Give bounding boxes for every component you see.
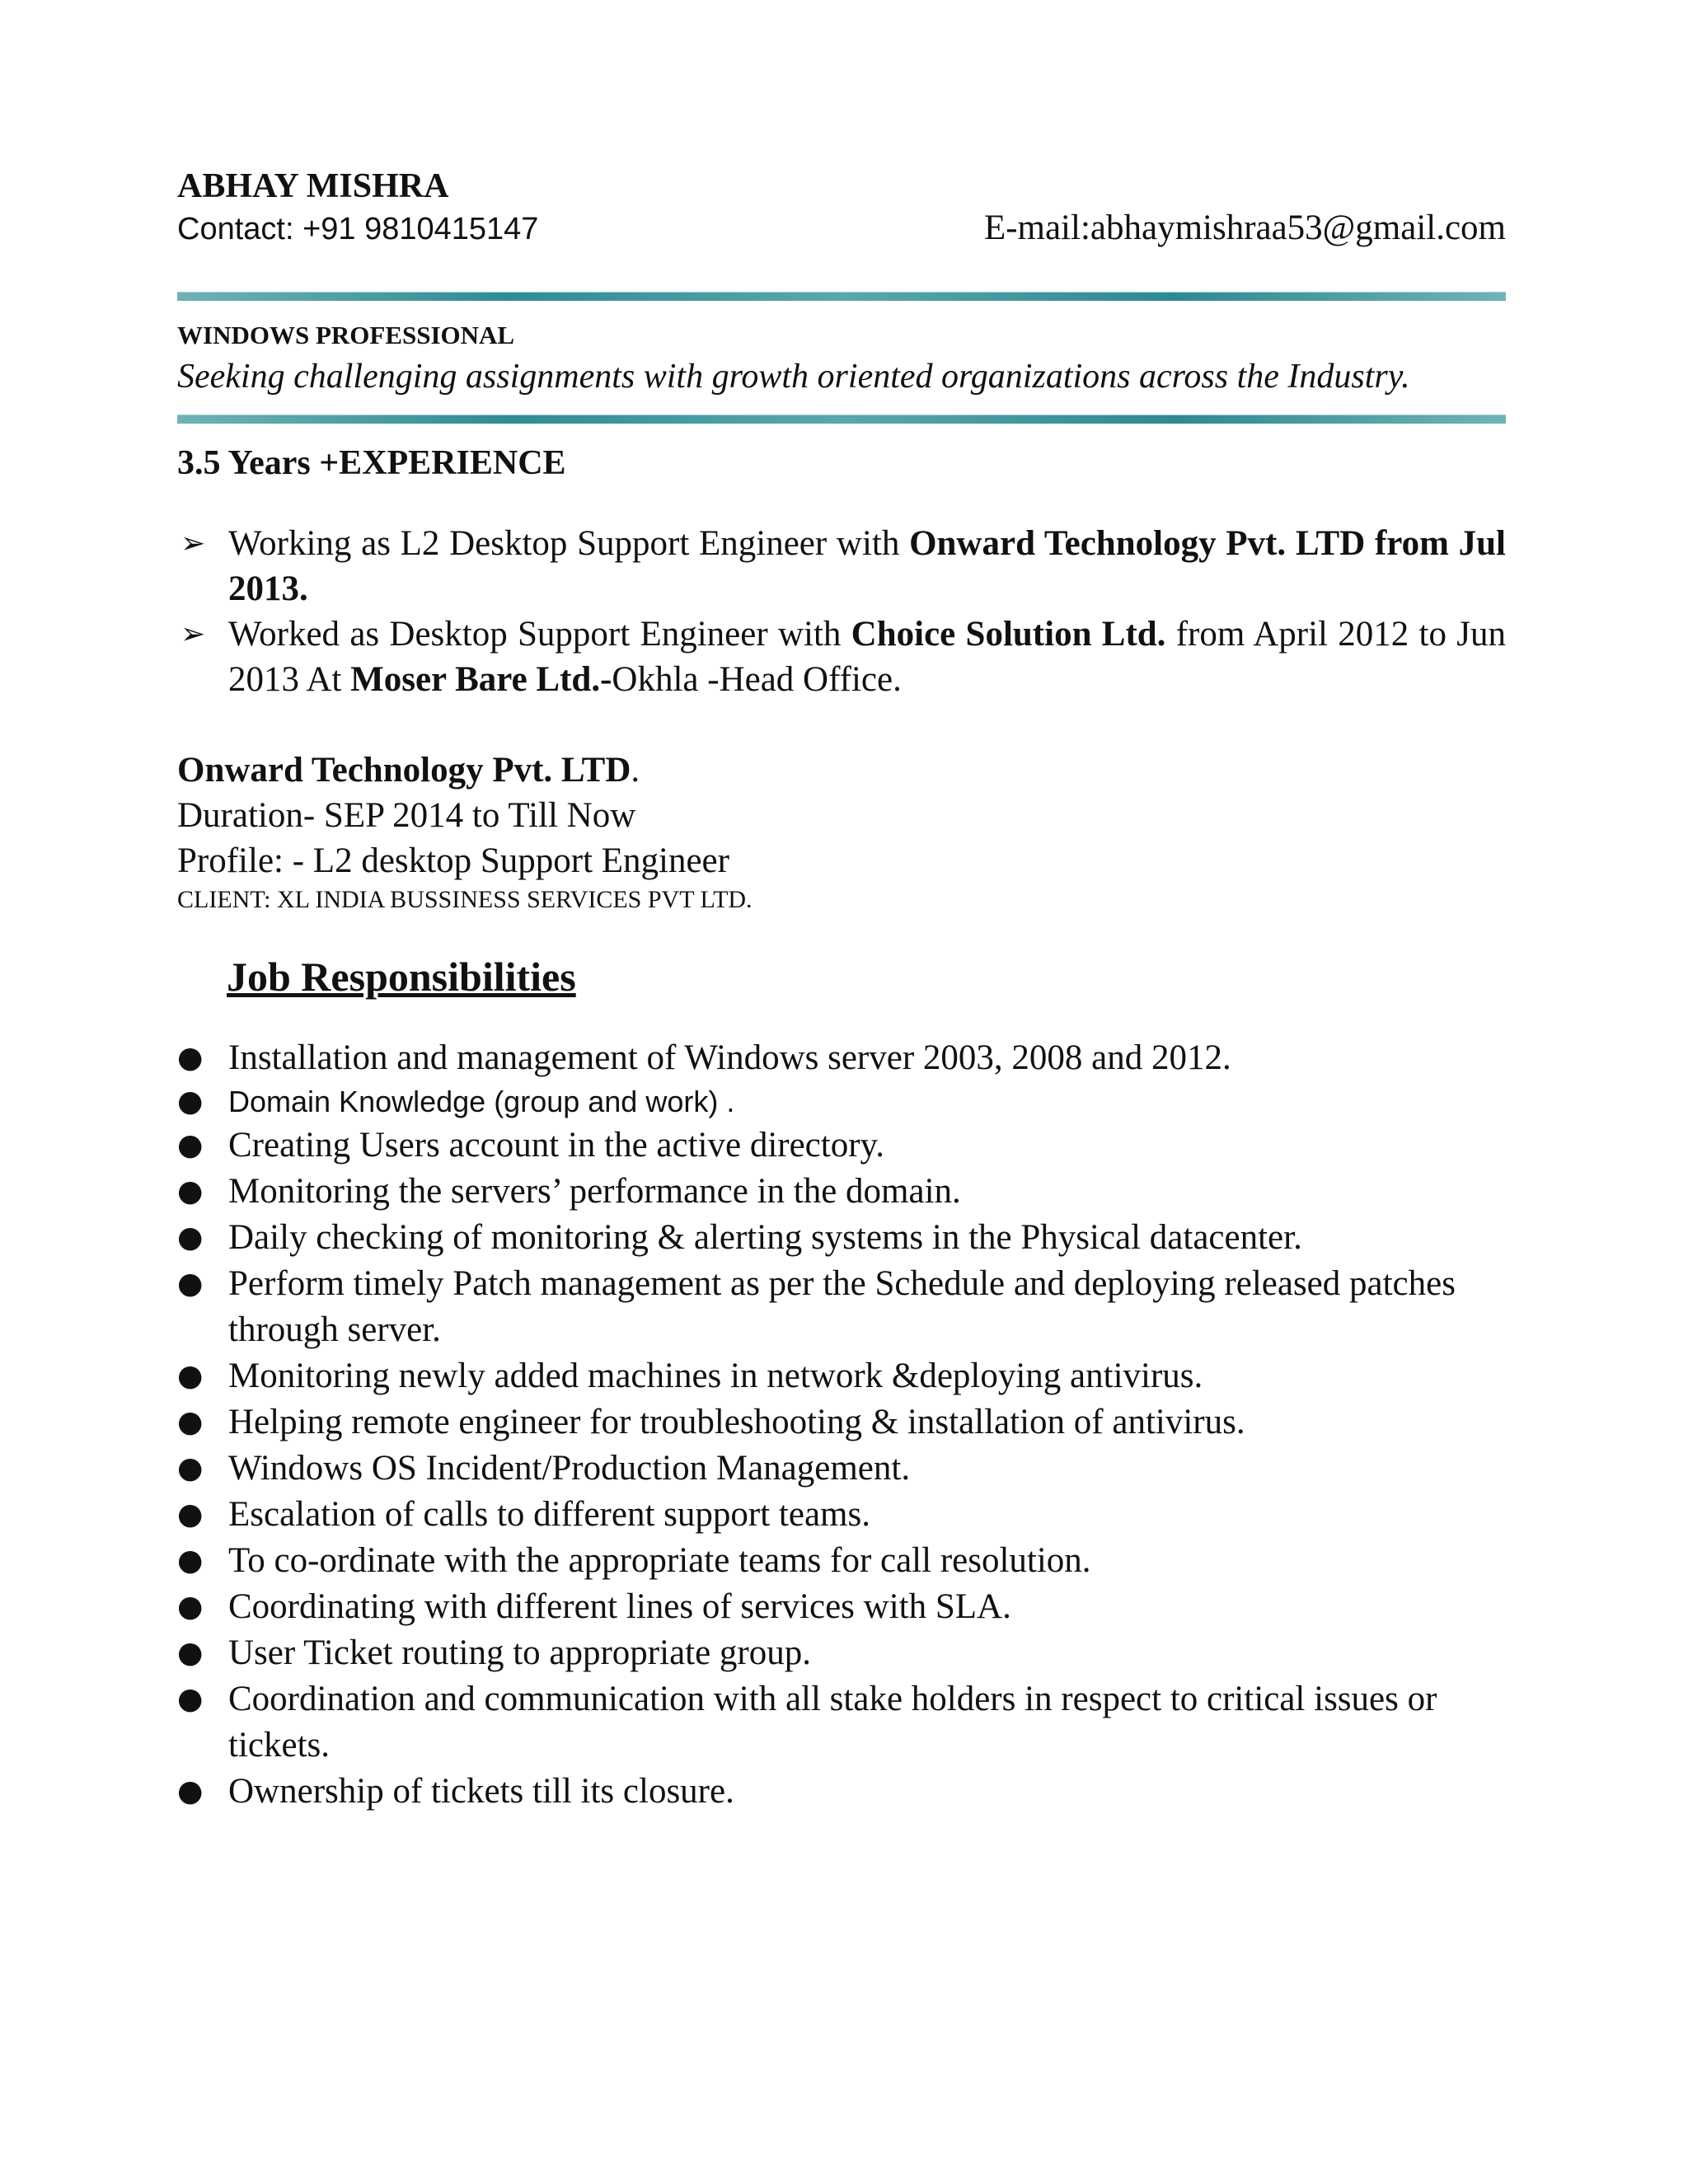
divider-bottom [177, 415, 1506, 424]
responsibility-item: ● Coordinating with different lines of services with SLA. [177, 1584, 1506, 1630]
candidate-name: ABHAY MISHRA [177, 167, 449, 205]
company-heading: Onward Technology Pvt. LTD. [177, 751, 640, 790]
responsibility-item: ● Domain Knowledge (group and work) . [177, 1081, 1506, 1122]
bullet-icon: ● [177, 1544, 204, 1577]
bullet-icon: ● [177, 1128, 204, 1162]
bullet-icon: ● [177, 1774, 204, 1808]
bullet-icon: ● [177, 1451, 204, 1485]
company-profile: Profile: - L2 desktop Support Engineer [177, 841, 729, 880]
responsibilities-title: Job Responsibilities [227, 954, 576, 1000]
objective-text: Seeking challenging assignments with growth oriented organizations across the Industry. [177, 358, 1410, 396]
contact-email: E-mail:abhaymishraa53@gmail.com [983, 209, 1506, 247]
bullet-icon: ● [177, 1221, 204, 1254]
responsibility-item: ● Windows OS Incident/Production Management. [177, 1446, 1506, 1492]
responsibility-item: ● Installation and management of Windows server 2003, 2008 and 2012. [177, 1035, 1506, 1081]
company-client: CLIENT: XL INDIA BUSSINESS SERVICES PVT LTD. [177, 886, 753, 913]
responsibility-item: ● Escalation of calls to different support teams. [177, 1492, 1506, 1538]
experience-item: ➢ Working as L2 Desktop Support Engineer with Onward Technology Pvt. LTD from Jul 2013. [177, 521, 1506, 612]
responsibility-item: ● Helping remote engineer for troubleshooting & installation of antivirus. [177, 1399, 1506, 1446]
divider-top [177, 292, 1506, 301]
company-name: Onward Technology Pvt. LTD [177, 751, 631, 790]
responsibility-item: ● Perform timely Patch management as per the Schedule and deploying released patches through server. [177, 1261, 1506, 1353]
contact-row [177, 208, 1506, 255]
responsibility-item: ● Coordination and communication with all stake holders in respect to critical issues or tickets. [177, 1676, 1506, 1769]
resume-content [177, 165, 1506, 1815]
bullet-icon: ● [177, 1085, 204, 1118]
responsibilities-list [177, 1035, 1506, 1815]
experience-item: ➢ Worked as Desktop Support Engineer with Choice Solution Ltd. from April 2012 to Jun 2013 At Moser Bare Ltd.-Okhla -Head Office. [177, 612, 1506, 702]
responsibility-item: ● Daily checking of monitoring & alerting systems in the Physical datacenter. [177, 1215, 1506, 1261]
responsibility-item: ● To co-ordinate with the appropriate teams for call resolution. [177, 1538, 1506, 1584]
bullet-icon: ● [177, 1590, 204, 1624]
arrow-bullet-icon: ➢ [181, 527, 206, 560]
responsibility-item: ● Creating Users account in the active directory. [177, 1122, 1506, 1169]
arrow-bullet-icon: ➢ [181, 617, 206, 651]
responsibility-item: ● User Ticket routing to appropriate group. [177, 1630, 1506, 1676]
contact-phone: Contact: +91 9810415147 [177, 212, 539, 246]
company-duration: Duration- SEP 2014 to Till Now [177, 796, 636, 835]
bullet-icon: ● [177, 1267, 204, 1301]
bullet-icon: ● [177, 1174, 204, 1208]
bullet-icon: ● [177, 1636, 204, 1670]
responsibility-item: ● Ownership of tickets till its closure. [177, 1769, 1506, 1815]
experience-list [177, 521, 1506, 702]
bullet-icon: ● [177, 1682, 204, 1716]
experience-title: 3.5 Years +EXPERIENCE [177, 444, 566, 482]
bullet-icon: ● [177, 1359, 204, 1393]
bullet-icon: ● [177, 1405, 204, 1439]
headline: WINDOWS PROFESSIONAL [177, 321, 515, 349]
bullet-icon: ● [177, 1497, 204, 1531]
bullet-icon: ● [177, 1041, 204, 1075]
responsibility-item: ● Monitoring the servers’ performance in the domain. [177, 1169, 1506, 1215]
responsibility-item: ● Monitoring newly added machines in network &deploying antivirus. [177, 1353, 1506, 1399]
